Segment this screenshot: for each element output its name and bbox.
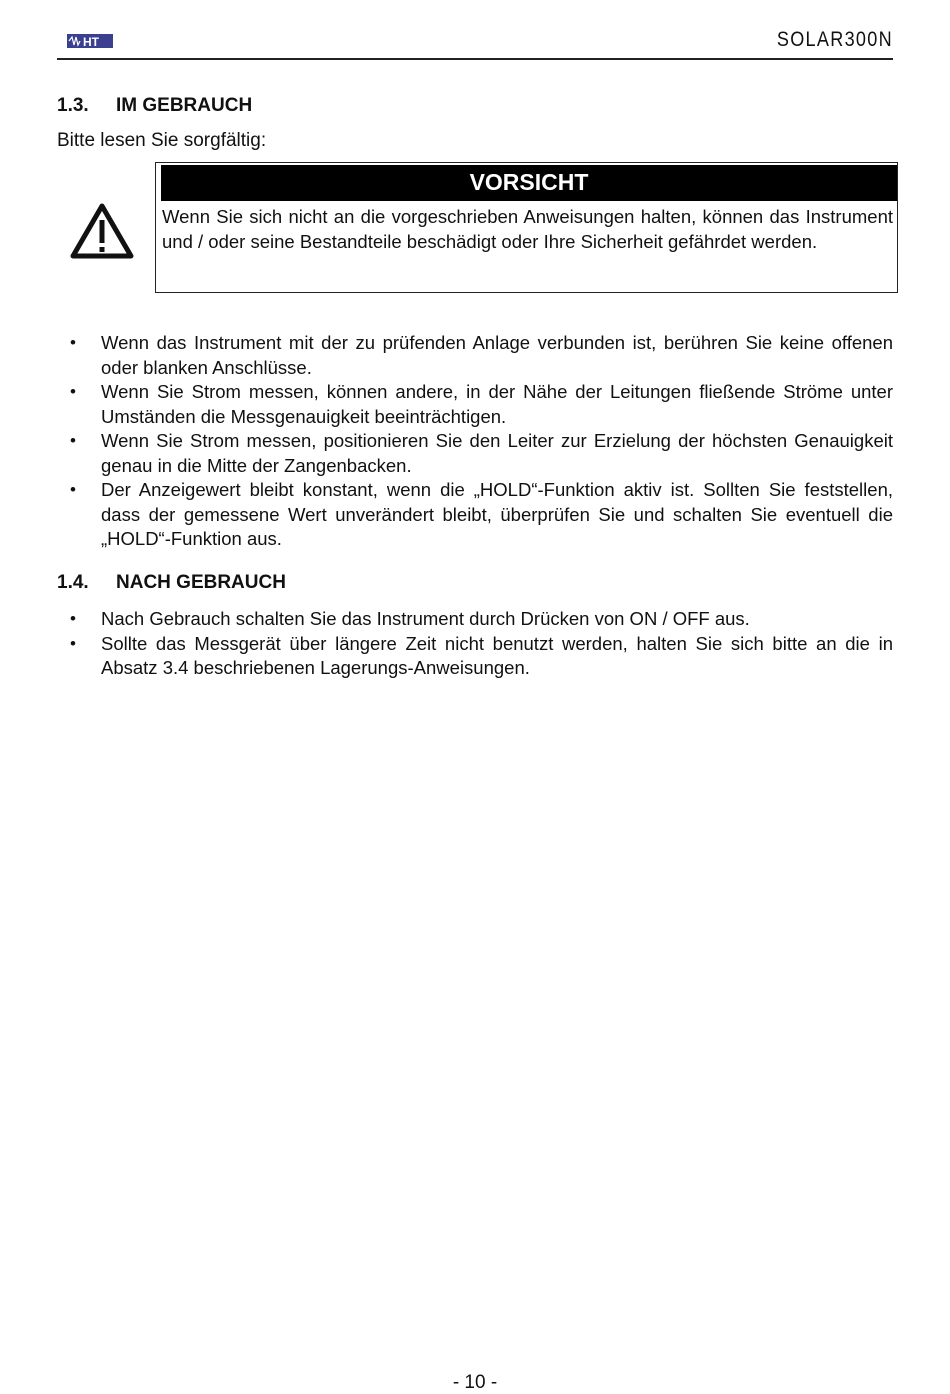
bullet-icon: • xyxy=(70,633,76,653)
bullet-icon: • xyxy=(70,382,76,401)
section-title: IM GEBRAUCH xyxy=(116,95,253,116)
after-use-bullet-list xyxy=(57,607,893,681)
intro-text: Bitte lesen Sie sorgfältig: xyxy=(57,130,267,151)
caution-box xyxy=(155,162,898,293)
ht-logo-icon xyxy=(67,34,113,48)
warning-triangle-icon xyxy=(70,203,134,259)
usage-bullet-list xyxy=(57,331,893,552)
section-number: 1.4. xyxy=(57,572,89,593)
caution-text: Wenn Sie sich nicht an die vorgeschrieben Anweisungen halten, können das Instrument und / oder seine Bestandteile beschädigt oder Ihre Sicherheit gefährdet werden. xyxy=(162,206,893,252)
page-number: - 10 - xyxy=(452,1372,498,1393)
bullet-icon: • xyxy=(70,480,76,499)
list-item: • Sollte das Messgerät über längere Zeit nicht benutzt werden, halten Sie sich bitte an die in Absatz 3.4 beschriebenen Lagerungs-Anweisungen. xyxy=(70,632,893,678)
bullet-icon: • xyxy=(70,333,76,352)
bullet-icon: • xyxy=(70,609,76,628)
list-item: • Nach Gebrauch schalten Sie das Instrument durch Drücken von ON / OFF aus. xyxy=(57,607,893,632)
section-title: NACH GEBRAUCH xyxy=(116,572,286,593)
list-item: • Wenn Sie Strom messen, positionieren Sie den Leiter zur Erzielung der höchsten Genauigkeit genau in die Mitte der Zangenbacken. xyxy=(70,430,893,476)
list-item: • Der Anzeigewert bleibt konstant, wenn die „HOLD“-Funktion aktiv ist. Sollten Sie feststellen, dass der gemessene Wert unverändert bleibt, überprüfen Sie und schalten Sie eventuell die „HOLD“-Funktion aus. xyxy=(70,479,893,549)
list-item: • Wenn Sie Strom messen, können andere, in der Nähe der Leitungen fließende Ströme unter Umständen die Messgenauigkeit beeinträchtigen. xyxy=(70,381,893,427)
logo-text: HT xyxy=(83,35,99,48)
caution-heading: VORSICHT xyxy=(161,165,897,201)
section-heading-im-gebrauch xyxy=(57,95,252,117)
document-title: SOLAR300N xyxy=(776,28,893,51)
section-number: 1.3. xyxy=(57,95,89,116)
page-header xyxy=(57,26,893,60)
list-item: • Wenn das Instrument mit der zu prüfenden Anlage verbunden ist, berühren Sie keine offenen oder blanken Anschlüsse. xyxy=(70,332,893,378)
bullet-icon: • xyxy=(70,431,76,450)
section-heading-nach-gebrauch xyxy=(57,572,286,594)
